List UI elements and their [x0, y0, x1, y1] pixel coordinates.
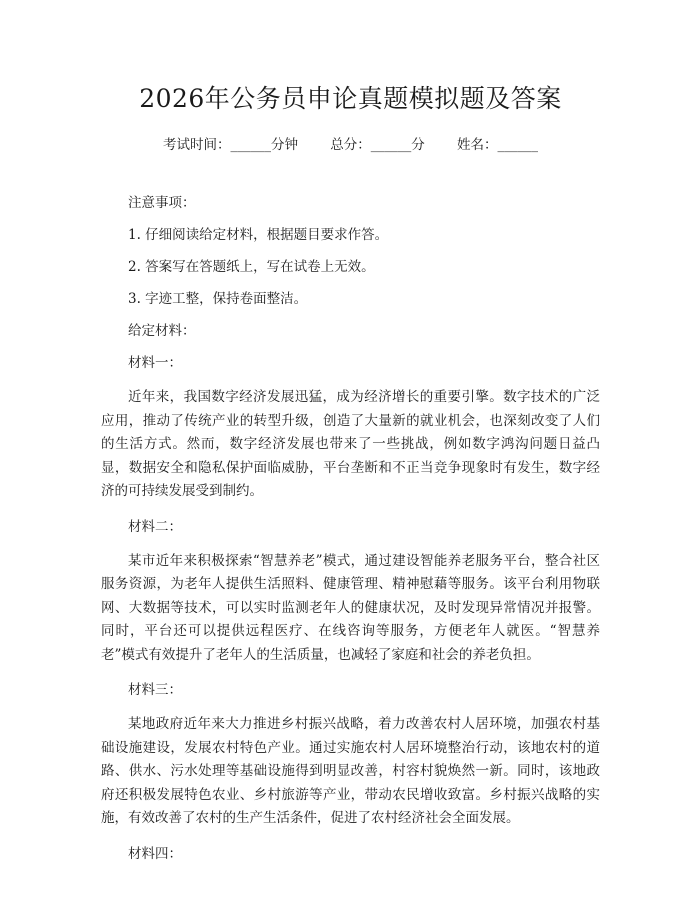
- material-3-label: 材料三：: [128, 682, 182, 698]
- material-3-text: 某地政府近年来大力推进乡村振兴战略，着力改善农村人居环境，加强农村基础设施建设，发展农村特色产业。通过实施农村人居环境整治行动，该地农村的道路、供水、污水处理等基础设施得到明显改善，村容村貌焕然一新。同时，该地政府还积极发展特色农业、乡村旅游等产业，带动农民增收致富。乡村振兴战略的实施，有效改善了农村的生产生活条件，促进了农村经济社会全面发展。: [101, 716, 600, 826]
- material-2-text: 某市近年来积极探索“智慧养老”模式，通过建设智能养老服务平台，整合社区服务资源，为老年人提供生活照料、健康管理、精神慰藉等服务。该平台利用物联网、大数据等技术，可以实时监测老年人的健康状况，及时发现异常情况并报警。同时，平台还可以提供远程医疗、在线咨询等服务，方便老年人就医。“智慧养老”模式有效提升了老年人的生活质量，也减轻了家庭和社会的养老负担。: [101, 552, 600, 663]
- material-4-label: 材料四：: [128, 845, 182, 862]
- name-field: 姓名：______: [457, 137, 539, 153]
- material-1-label: 材料一：: [128, 355, 182, 371]
- materials-heading: 给定材料：: [128, 323, 196, 339]
- notice-item-2: 2. 答案写在答题纸上，写在试卷上无效。: [128, 259, 375, 275]
- material-2-label: 材料二：: [128, 518, 182, 535]
- notice-heading: 注意事项：: [128, 195, 196, 211]
- total-score-field: 总分：______分: [330, 137, 425, 153]
- notice-item-1: 1. 仔细阅读给定材料，根据题目要求作答。: [128, 227, 389, 243]
- exam-meta: [101, 136, 600, 154]
- notice-item-3: 3. 字迹工整，保持卷面整洁。: [128, 291, 308, 307]
- material-1-text: 近年来，我国数字经济发展迅猛，成为经济增长的重要引擎。数字技术的广泛应用，推动了传统产业的转型升级，创造了大量新的就业机会，也深刻改变了人们的生活方式。然而，数字经济发展也带来了一些挑战，例如数字鸿沟问题日益凸显，数据安全和隐私保护面临威胁，平台垄断和不正当竞争现象时有发生，数字经济的可持续发展受到制约。: [101, 389, 600, 499]
- exam-time-field: 考试时间：______分钟: [162, 137, 298, 153]
- document-body: [101, 194, 600, 863]
- document-title: 2026年公务员申论真题模拟题及答案: [139, 84, 562, 113]
